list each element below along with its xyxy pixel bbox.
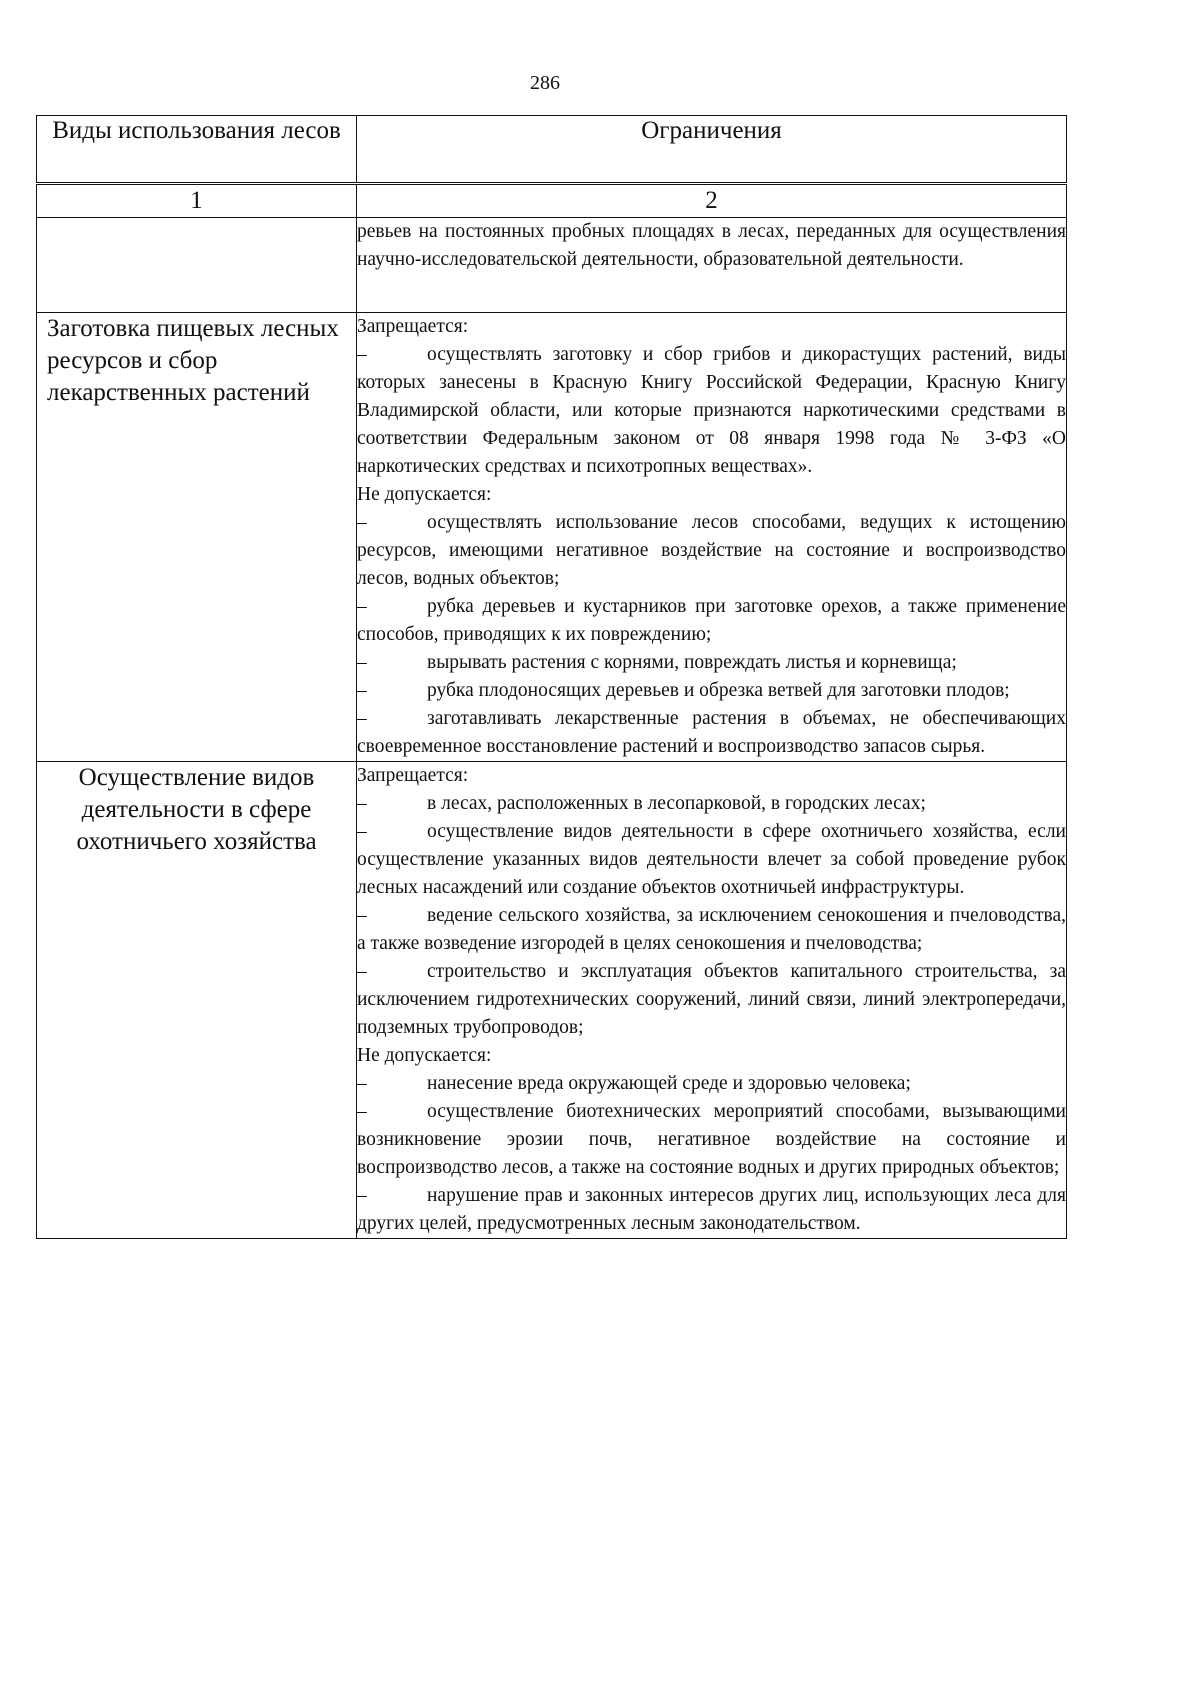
row-restrictions bbox=[357, 313, 1067, 762]
restriction-text: нарушение прав и законных интересов других лиц, использующих леса для других целей, предусмотренных лесным законодательством. bbox=[357, 1185, 1066, 1234]
restriction-item bbox=[357, 958, 1066, 1042]
row-usage-type: Заготовка пищевых лесных ресурсов и сбор лекарственных растений bbox=[37, 313, 357, 762]
list-dash: – bbox=[357, 708, 367, 729]
restriction-heading: Не допускается: bbox=[357, 1045, 492, 1066]
list-dash: – bbox=[357, 821, 367, 842]
list-dash: – bbox=[357, 652, 367, 673]
restriction-item bbox=[357, 1098, 1066, 1182]
list-dash: – bbox=[357, 512, 367, 533]
list-dash: – bbox=[357, 1101, 367, 1122]
page-number: 286 bbox=[530, 72, 560, 94]
restriction-item bbox=[357, 593, 1066, 649]
list-dash: – bbox=[357, 905, 367, 926]
restriction-text: осуществлять использование лесов способами, ведущих к истощению ресурсов, имеющими негативное воздействие на состояние и воспроизводство лесов, водных объектов; bbox=[357, 512, 1066, 589]
list-dash: – bbox=[357, 1073, 367, 1094]
column-number-1: 1 bbox=[37, 184, 357, 218]
list-dash: – bbox=[357, 344, 367, 365]
column-number-2: 2 bbox=[357, 184, 1067, 218]
restriction-text: ведение сельского хозяйства, за исключением сенокошения и пчеловодства, а также возведение изгородей в целях сенокошения и пчеловодства; bbox=[357, 905, 1066, 954]
table-row bbox=[37, 762, 1067, 1239]
restriction-heading: Не допускается: bbox=[357, 484, 492, 505]
restriction-item bbox=[357, 790, 1066, 818]
restriction-text: осуществление видов деятельности в сфере охотничьего хозяйства, если осуществление указанных видов деятельности влечет за собой проведение рубок лесных насаждений или создание объектов охотничьей инфраструктуры. bbox=[357, 821, 1066, 898]
restriction-text: заготавливать лекарственные растения в объемах, не обеспечивающих своевременное восстановление растений и воспроизводство запасов сырья. bbox=[357, 708, 1066, 757]
list-dash: – bbox=[357, 1185, 367, 1206]
restriction-item bbox=[357, 649, 1066, 677]
row-usage-type bbox=[37, 218, 357, 313]
restriction-text: осуществлять заготовку и сбор грибов и дикорастущих растений, виды которых занесены в Красную Книгу Российской Федерации, Красную Книгу Владимирской области, или которые признаются наркотическими средствами в соответствии Федеральным законом от 08 января 1998 года № 3-ФЗ «О наркотических средствах и психотропных веществах». bbox=[357, 344, 1066, 477]
row-restrictions bbox=[357, 218, 1067, 313]
header-col1: Виды использования лесов bbox=[37, 116, 357, 184]
header-row bbox=[37, 116, 1067, 184]
list-dash: – bbox=[357, 961, 367, 982]
restriction-text: строительство и эксплуатация объектов капитального строительства, за исключением гидротехнических сооружений, линий связи, линий электропередачи, подземных трубопроводов; bbox=[357, 961, 1066, 1038]
restriction-heading: ревьев на постоянных пробных площадях в лесах, переданных для осуществления научно-исследовательской деятельности, образовательной деятельности. bbox=[357, 221, 1066, 270]
restriction-text: вырывать растения с корнями, повреждать листья и корневища; bbox=[427, 652, 957, 673]
list-dash: – bbox=[357, 793, 367, 814]
row-usage-type: Осуществление видов деятельности в сфере охотничьего хозяйства bbox=[37, 762, 357, 1239]
restriction-item bbox=[357, 677, 1066, 705]
restriction-item bbox=[357, 705, 1066, 761]
column-number-row bbox=[37, 184, 1067, 218]
restriction-item bbox=[357, 509, 1066, 593]
table-row bbox=[37, 218, 1067, 313]
restriction-heading: Запрещается: bbox=[357, 316, 469, 337]
restriction-item bbox=[357, 902, 1066, 958]
restriction-text: рубка плодоносящих деревьев и обрезка ветвей для заготовки плодов; bbox=[427, 680, 1010, 701]
list-dash: – bbox=[357, 680, 367, 701]
list-dash: – bbox=[357, 596, 367, 617]
restriction-item bbox=[357, 818, 1066, 902]
table-row bbox=[37, 313, 1067, 762]
restriction-text: осуществление биотехнических мероприятий способами, вызывающими возникновение эрозии почв, негативное воздействие на состояние и воспроизводство лесов, а также на состояние водных и других природных объектов; bbox=[357, 1101, 1066, 1178]
restrictions-table bbox=[36, 115, 1067, 1239]
restriction-heading: Запрещается: bbox=[357, 765, 469, 786]
restriction-text: рубка деревьев и кустарников при заготовке орехов, а также применение способов, приводящих к их повреждению; bbox=[357, 596, 1066, 645]
restriction-text: в лесах, расположенных в лесопарковой, в городских лесах; bbox=[427, 793, 926, 814]
restriction-item bbox=[357, 1182, 1066, 1238]
restriction-item bbox=[357, 341, 1066, 481]
restriction-item bbox=[357, 1070, 1066, 1098]
restriction-text: нанесение вреда окружающей среде и здоровью человека; bbox=[427, 1073, 911, 1094]
row-restrictions bbox=[357, 762, 1067, 1239]
header-col2: Ограничения bbox=[357, 116, 1067, 184]
